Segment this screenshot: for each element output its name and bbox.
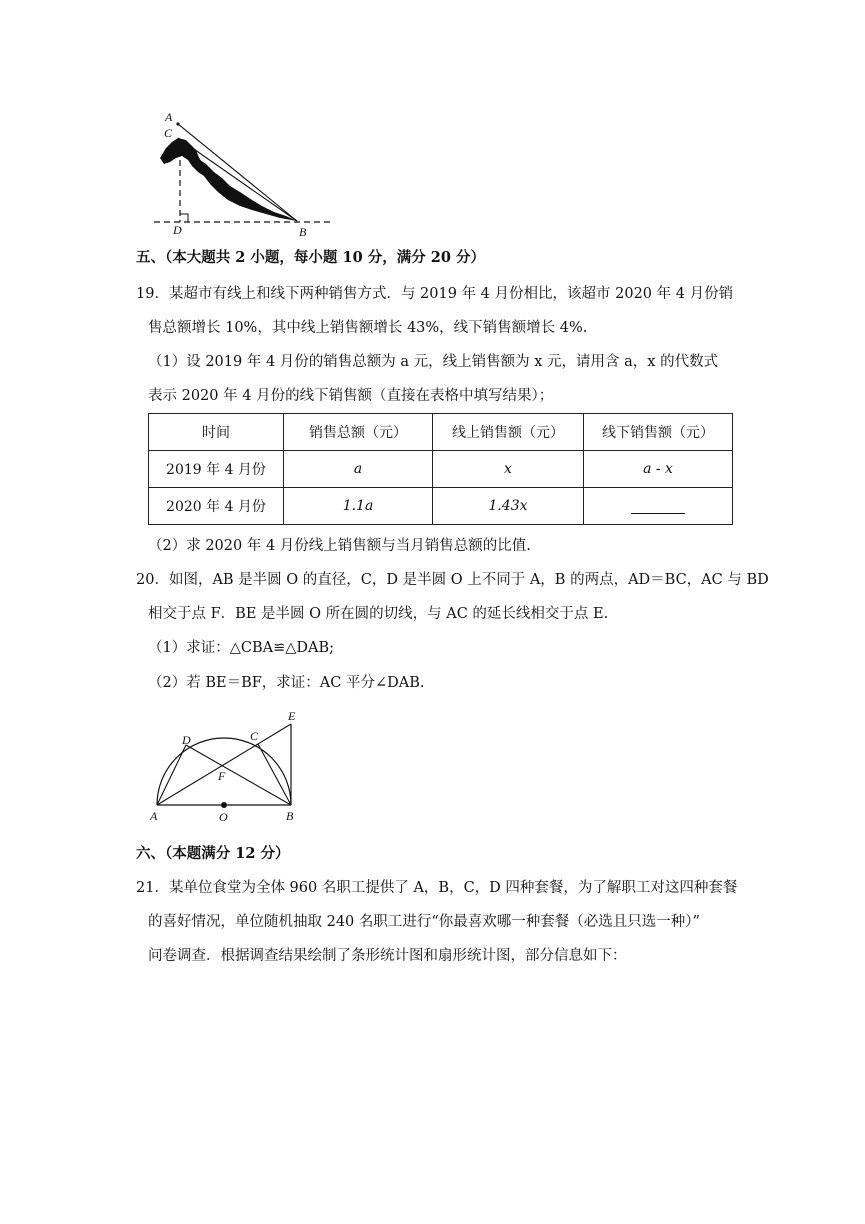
label-c: C — [250, 729, 259, 743]
label-d: D — [173, 223, 182, 237]
q19-part2: （2）求 2020 年 4 月份线上销售额与当月销售总额的比值. — [148, 538, 531, 554]
table-cell: a — [284, 451, 433, 488]
label-c: C — [164, 126, 173, 140]
q20-part2: （2）若 BE＝BF，求证：AC 平分∠DAB. — [148, 675, 425, 691]
table-cell: 2019 年 4 月份 — [149, 451, 284, 488]
label-a: A — [165, 110, 173, 124]
label-o: O — [219, 810, 228, 824]
q21-line3: 问卷调查．根据调查结果绘制了条形统计图和扇形统计图，部分信息如下： — [148, 948, 627, 964]
table-cell: x — [433, 451, 584, 488]
q20-stem-line1: 20．如图，AB 是半圆 O 的直径，C，D 是半圆 O 上不同于 A，B 的两点，AD＝BC，AC 与 BD — [136, 572, 769, 588]
q19-stem-line2: 售总额增长 10%，其中线上销售额增长 43%，线下销售额增长 4%. — [148, 320, 588, 336]
table-cell: 2020 年 4 月份 — [149, 488, 284, 525]
label-e: E — [288, 709, 296, 723]
center-point-o — [221, 802, 227, 808]
table-cell: a - x — [584, 451, 733, 488]
section-6-title: 六、（本题满分 12 分） — [136, 845, 290, 862]
label-b: B — [299, 225, 307, 239]
label-b: B — [286, 809, 294, 823]
table-cell: 1.43x — [433, 488, 584, 525]
q21-line1: 21．某单位食堂为全体 960 名职工提供了 A，B，C，D 四种套餐，为了解职工对这四种套餐 — [136, 880, 738, 896]
q19-part1-line2: 表示 2020 年 4 月份的线下销售额（直接在表格中填写结果）； — [148, 388, 554, 404]
table-header-cell: 销售总额（元） — [284, 414, 433, 451]
section-5-title: 五、（本大题共 2 小题，每小题 10 分，满分 20 分） — [136, 249, 485, 266]
table-header-cell: 线上销售额（元） — [433, 414, 584, 451]
table-cell: 1.1a — [284, 488, 433, 525]
label-d: D — [182, 733, 191, 747]
q21-line2: 的喜好情况，单位随机抽取 240 名职工进行“你最喜欢哪一种套餐（必选且只选一种）” — [148, 914, 700, 930]
q20-stem-line2: 相交于点 F．BE 是半圆 O 所在圆的切线，与 AC 的延长线相交于点 E. — [148, 606, 609, 622]
q19-part1-line1: （1）设 2019 年 4 月份的销售总额为 a 元，线上销售额为 x 元，请用含 a，x 的代数式 — [148, 354, 719, 370]
table-header-cell: 线下销售额（元） — [584, 414, 733, 451]
q20-part1: （1）求证：△CBA≌△DAB; — [148, 640, 335, 656]
label-a: A — [150, 809, 158, 823]
table-header-cell: 时间 — [149, 414, 284, 451]
label-f: F — [218, 769, 226, 783]
q19-stem-line1: 19．某超市有线上和线下两种销售方式．与 2019 年 4 月份相比，该超市 2020 年 4 月份销 — [136, 286, 734, 302]
